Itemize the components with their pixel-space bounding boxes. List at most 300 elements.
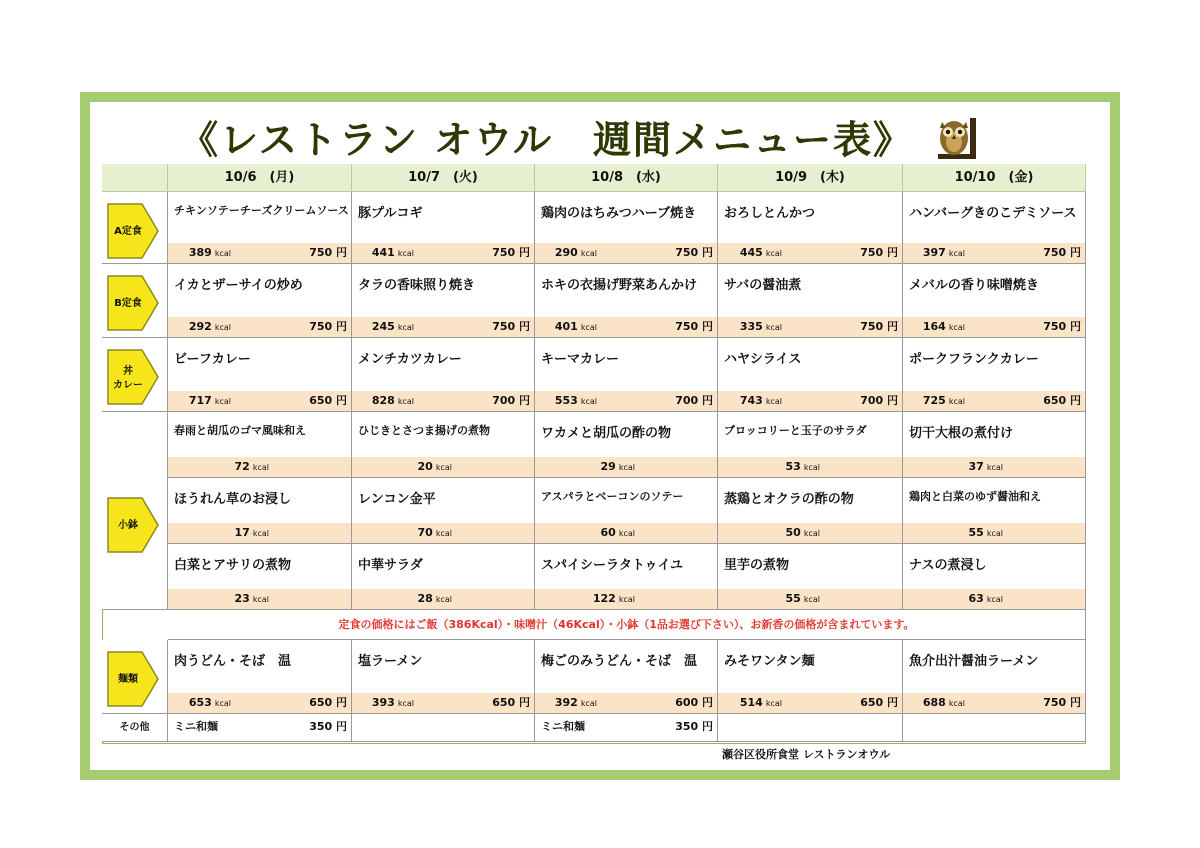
kcal-value xyxy=(372,317,414,338)
kcal-value xyxy=(189,391,231,412)
price-number: 750 xyxy=(1043,246,1067,259)
b-teishoku-cell xyxy=(718,264,903,338)
kobachi-cell xyxy=(535,412,718,478)
kobachi-cell xyxy=(903,478,1086,544)
price-number: 600 xyxy=(675,696,699,709)
kcal-band xyxy=(903,457,1085,477)
kobachi-label: 小鉢 xyxy=(118,520,138,531)
kobachi-cell xyxy=(352,412,535,478)
kcal-unit: kcal xyxy=(435,529,452,538)
kcal-value xyxy=(372,693,414,714)
other-cell xyxy=(352,714,535,742)
menrui-cell xyxy=(352,640,535,714)
dish-name: イカとザーサイの炒め xyxy=(174,278,303,293)
yen-unit: 円 xyxy=(519,696,530,709)
other-dish: ミニ和麺 xyxy=(174,720,218,733)
kcal-price-band xyxy=(168,243,351,263)
kcal-value xyxy=(601,457,635,478)
yen-unit: 円 xyxy=(519,246,530,259)
kcal-number: 37 xyxy=(968,460,984,473)
a-teishoku-label-cell xyxy=(102,192,168,264)
kcal-unit: kcal xyxy=(803,463,820,472)
kcal-price-band xyxy=(168,693,351,713)
yen-unit: 円 xyxy=(519,320,530,333)
kcal-price-band xyxy=(352,317,534,337)
price-value xyxy=(309,317,347,337)
kcal-unit: kcal xyxy=(986,463,1003,472)
kcal-value xyxy=(235,589,269,610)
price-value xyxy=(1043,693,1081,713)
kobachi-label-cell xyxy=(102,412,168,610)
kcal-number: 29 xyxy=(600,460,616,473)
price-value xyxy=(860,693,898,713)
kcal-price-band xyxy=(718,317,902,337)
kcal-number: 335 xyxy=(739,320,763,333)
kcal-value xyxy=(786,589,820,610)
kcal-value xyxy=(593,589,635,610)
a-teishoku-cell xyxy=(718,192,903,264)
dish-name: チキンソテーチーズクリームソース xyxy=(174,204,349,217)
price-value xyxy=(309,693,347,713)
other-cell xyxy=(903,714,1086,742)
price-value xyxy=(675,243,713,263)
b-teishoku-cell xyxy=(903,264,1086,338)
kcal-unit: kcal xyxy=(252,529,269,538)
yen-unit: 円 xyxy=(887,394,898,407)
footer-text: 瀬谷区役所食堂 レストランオウル xyxy=(722,748,891,761)
dish-name: ポークフランクカレー xyxy=(909,352,1039,367)
kcal-band xyxy=(352,523,534,543)
kcal-number: 50 xyxy=(785,526,801,539)
day-header: 10/7 (火) xyxy=(352,164,535,192)
kobachi-cell xyxy=(718,544,903,610)
a-teishoku-cell xyxy=(352,192,535,264)
kcal-unit: kcal xyxy=(397,397,414,406)
kcal-unit: kcal xyxy=(803,595,820,604)
kcal-price-band xyxy=(718,693,902,713)
dish-name: ハヤシライス xyxy=(724,352,802,367)
price-number: 750 xyxy=(860,246,884,259)
dish-name: 梅ごのみうどん・そば 温 xyxy=(541,654,698,669)
yen-unit: 円 xyxy=(519,394,530,407)
day-header: 10/6 (月) xyxy=(168,164,352,192)
yen-unit: 円 xyxy=(336,720,347,733)
kcal-number: 122 xyxy=(592,592,616,605)
kcal-unit: kcal xyxy=(948,323,965,332)
kobachi-cell xyxy=(168,478,352,544)
kobachi-cell xyxy=(352,544,535,610)
kcal-unit: kcal xyxy=(580,249,597,258)
price-value xyxy=(860,317,898,337)
kcal-number: 392 xyxy=(554,696,578,709)
kcal-value xyxy=(923,243,965,264)
kcal-unit: kcal xyxy=(765,397,782,406)
kcal-number: 397 xyxy=(922,246,946,259)
dish-name: メバルの香り味噌焼き xyxy=(909,278,1039,293)
kcal-price-band xyxy=(535,391,717,411)
dish-name: みそワンタン麺 xyxy=(724,654,815,669)
price-number: 750 xyxy=(309,320,333,333)
price-value xyxy=(309,391,347,411)
kobachi-cell xyxy=(903,544,1086,610)
price-value xyxy=(492,317,530,337)
price-number: 750 xyxy=(309,246,333,259)
price-number: 650 xyxy=(860,696,884,709)
other-price xyxy=(309,718,347,734)
kcal-unit: kcal xyxy=(618,595,635,604)
kcal-unit: kcal xyxy=(765,323,782,332)
kcal-band xyxy=(903,523,1085,543)
kobachi-cell xyxy=(718,478,903,544)
other-dish: ミニ和麺 xyxy=(541,720,585,733)
kcal-unit: kcal xyxy=(252,463,269,472)
kobachi-cell xyxy=(352,478,535,544)
kcal-unit: kcal xyxy=(618,529,635,538)
kcal-unit: kcal xyxy=(618,463,635,472)
day-header: 10/9 (木) xyxy=(718,164,903,192)
kcal-number: 53 xyxy=(785,460,801,473)
don-curry-cell xyxy=(168,338,352,412)
kcal-number: 17 xyxy=(234,526,250,539)
kcal-unit: kcal xyxy=(214,323,231,332)
kcal-number: 389 xyxy=(188,246,212,259)
price-value xyxy=(1043,391,1081,411)
kcal-value xyxy=(740,243,782,264)
kobachi-cell xyxy=(718,412,903,478)
b-teishoku-label: B定食 xyxy=(114,298,142,309)
kcal-price-band xyxy=(903,243,1085,263)
kcal-number: 393 xyxy=(371,696,395,709)
menrui-label: 麺類 xyxy=(118,674,138,685)
yen-unit: 円 xyxy=(702,696,713,709)
kcal-unit: kcal xyxy=(214,249,231,258)
kcal-band xyxy=(168,523,351,543)
kobachi-cell xyxy=(535,478,718,544)
kcal-value xyxy=(969,589,1003,610)
kcal-unit: kcal xyxy=(397,249,414,258)
dish-name: ビーフカレー xyxy=(174,352,251,367)
don-curry-label: 丼 xyxy=(123,366,133,377)
kcal-price-band xyxy=(352,391,534,411)
kcal-number: 725 xyxy=(922,394,946,407)
kcal-band xyxy=(903,589,1085,609)
kcal-value xyxy=(740,317,782,338)
price-number: 650 xyxy=(1043,394,1067,407)
kcal-number: 441 xyxy=(371,246,395,259)
yen-unit: 円 xyxy=(1070,320,1081,333)
kcal-value xyxy=(969,523,1003,544)
price-number: 650 xyxy=(309,696,333,709)
kcal-value xyxy=(923,391,965,412)
kobachi-cell xyxy=(168,544,352,610)
kcal-unit: kcal xyxy=(435,463,452,472)
kcal-unit: kcal xyxy=(948,699,965,708)
kcal-price-band xyxy=(903,391,1085,411)
kcal-price-band xyxy=(535,317,717,337)
kcal-band xyxy=(718,523,902,543)
price-value xyxy=(309,243,347,263)
dish-name: 魚介出汁醤油ラーメン xyxy=(909,654,1039,669)
kcal-number: 55 xyxy=(785,592,801,605)
price-number: 750 xyxy=(1043,696,1067,709)
kcal-unit: kcal xyxy=(986,529,1003,538)
yen-unit: 円 xyxy=(702,246,713,259)
price-number: 700 xyxy=(860,394,884,407)
kcal-unit: kcal xyxy=(214,397,231,406)
kcal-price-band xyxy=(535,693,717,713)
kcal-number: 245 xyxy=(371,320,395,333)
kcal-value xyxy=(601,523,635,544)
kcal-value xyxy=(555,693,597,714)
other-label: その他 xyxy=(102,714,168,742)
b-teishoku-label-cell xyxy=(102,264,168,338)
a-teishoku-cell xyxy=(535,192,718,264)
dish-name: 鶏肉のはちみつハーブ焼き xyxy=(541,206,697,221)
don-curry-label-cell xyxy=(102,338,168,412)
header-corner xyxy=(102,164,168,192)
b-teishoku-cell xyxy=(535,264,718,338)
dish-name: ハンバーグきのこデミソース xyxy=(909,206,1077,221)
kcal-unit: kcal xyxy=(803,529,820,538)
kcal-unit: kcal xyxy=(765,249,782,258)
kcal-price-band xyxy=(352,693,534,713)
kcal-price-band xyxy=(718,243,902,263)
price-number: 750 xyxy=(675,246,699,259)
kcal-number: 23 xyxy=(234,592,250,605)
menrui-cell xyxy=(718,640,903,714)
dish-name: ナスの煮浸し xyxy=(909,558,987,573)
dish-name: タラの香味照り焼き xyxy=(358,278,476,293)
price-value xyxy=(1043,243,1081,263)
kcal-number: 743 xyxy=(739,394,763,407)
yen-unit: 円 xyxy=(1070,394,1081,407)
kcal-unit: kcal xyxy=(948,397,965,406)
kcal-unit: kcal xyxy=(580,699,597,708)
kcal-number: 717 xyxy=(188,394,212,407)
kcal-value xyxy=(189,243,231,264)
dish-name: メンチカツカレー xyxy=(358,352,462,367)
yen-unit: 円 xyxy=(1070,246,1081,259)
kcal-band xyxy=(535,589,717,609)
price-value xyxy=(1043,317,1081,337)
kcal-price-band xyxy=(168,317,351,337)
price-number: 350 xyxy=(309,720,333,733)
dish-name: 豚プルコギ xyxy=(358,206,423,221)
yen-unit: 円 xyxy=(702,720,713,733)
dish-name: 白菜とアサリの煮物 xyxy=(174,558,292,573)
yen-unit: 円 xyxy=(887,320,898,333)
kcal-value xyxy=(555,391,597,412)
kcal-number: 290 xyxy=(554,246,578,259)
other-price xyxy=(675,718,713,734)
kcal-number: 292 xyxy=(188,320,212,333)
kcal-unit: kcal xyxy=(252,595,269,604)
other-cell xyxy=(535,714,718,742)
a-teishoku-cell xyxy=(168,192,352,264)
kcal-unit: kcal xyxy=(580,323,597,332)
kcal-value xyxy=(372,243,414,264)
yen-unit: 円 xyxy=(336,394,347,407)
kcal-unit: kcal xyxy=(986,595,1003,604)
dish-name: アスパラとベーコンのソテー xyxy=(541,490,684,503)
other-cell xyxy=(718,714,903,742)
kcal-unit: kcal xyxy=(435,595,452,604)
day-header: 10/8 (水) xyxy=(535,164,718,192)
kcal-value xyxy=(740,693,782,714)
kcal-value xyxy=(189,317,231,338)
kcal-band xyxy=(535,523,717,543)
menrui-label-cell xyxy=(102,640,168,714)
kcal-number: 28 xyxy=(417,592,433,605)
kcal-price-band xyxy=(168,391,351,411)
kcal-number: 514 xyxy=(739,696,763,709)
menrui-cell xyxy=(168,640,352,714)
kcal-unit: kcal xyxy=(397,323,414,332)
kcal-price-band xyxy=(352,243,534,263)
kcal-band xyxy=(352,457,534,477)
dish-name: スパイシーラタトゥイユ xyxy=(541,558,684,573)
price-number: 700 xyxy=(675,394,699,407)
dish-name: 蒸鶏とオクラの酢の物 xyxy=(724,492,854,507)
kcal-value xyxy=(235,457,269,478)
dish-name: サバの醤油煮 xyxy=(724,278,802,293)
kcal-value xyxy=(418,589,452,610)
dish-name: ひじきとさつま揚げの煮物 xyxy=(358,424,490,437)
price-value xyxy=(492,693,530,713)
price-number: 750 xyxy=(492,246,516,259)
day-header: 10/10 (金) xyxy=(903,164,1086,192)
kcal-value xyxy=(969,457,1003,478)
yen-unit: 円 xyxy=(336,246,347,259)
kcal-number: 20 xyxy=(417,460,433,473)
dish-name: キーマカレー xyxy=(541,352,620,367)
kcal-value xyxy=(923,317,965,338)
kcal-value xyxy=(923,693,965,714)
kcal-band xyxy=(168,457,351,477)
dish-name: 塩ラーメン xyxy=(358,654,423,669)
a-teishoku-cell xyxy=(903,192,1086,264)
kcal-value xyxy=(740,391,782,412)
kcal-value xyxy=(786,523,820,544)
yen-unit: 円 xyxy=(702,394,713,407)
kcal-number: 445 xyxy=(739,246,763,259)
yen-unit: 円 xyxy=(702,320,713,333)
dish-name: 里芋の煮物 xyxy=(724,558,790,573)
dish-name: 切干大根の煮付け xyxy=(909,426,1014,441)
kcal-number: 55 xyxy=(968,526,984,539)
kcal-price-band xyxy=(535,243,717,263)
kcal-value xyxy=(555,243,597,264)
dish-name: レンコン金平 xyxy=(358,492,436,507)
dish-name: 春雨と胡瓜のゴマ風味和え xyxy=(174,424,306,437)
dish-name: ホキの衣揚げ野菜あんかけ xyxy=(541,278,698,293)
kcal-price-band xyxy=(903,693,1085,713)
kcal-value xyxy=(189,693,231,714)
b-teishoku-cell xyxy=(168,264,352,338)
dish-name: おろしとんかつ xyxy=(724,206,816,221)
kcal-band xyxy=(352,589,534,609)
price-number: 700 xyxy=(492,394,516,407)
kcal-number: 553 xyxy=(554,394,578,407)
price-number: 350 xyxy=(675,720,699,733)
other-cell xyxy=(168,714,352,742)
kcal-unit: kcal xyxy=(397,699,414,708)
dish-name: ほうれん草のお浸し xyxy=(174,492,292,507)
price-value xyxy=(675,391,713,411)
kcal-unit: kcal xyxy=(948,249,965,258)
kcal-price-band xyxy=(718,391,902,411)
price-value xyxy=(860,243,898,263)
page-title: 《レストラン オウル 週間メニュー表》 xyxy=(180,117,913,162)
owl-icon xyxy=(930,114,990,164)
kcal-band xyxy=(718,589,902,609)
kcal-band xyxy=(535,457,717,477)
kcal-unit: kcal xyxy=(580,397,597,406)
yen-unit: 円 xyxy=(1070,696,1081,709)
kcal-value xyxy=(786,457,820,478)
dish-name: 中華サラダ xyxy=(358,558,423,573)
kobachi-cell xyxy=(903,412,1086,478)
kcal-unit: kcal xyxy=(765,699,782,708)
kcal-number: 72 xyxy=(234,460,250,473)
don-curry-cell xyxy=(718,338,903,412)
dish-name: 肉うどん・そば 温 xyxy=(174,654,292,669)
don-curry-cell xyxy=(535,338,718,412)
kcal-price-band xyxy=(903,317,1085,337)
kcal-number: 653 xyxy=(188,696,212,709)
price-value xyxy=(860,391,898,411)
yen-unit: 円 xyxy=(887,246,898,259)
price-value xyxy=(675,693,713,713)
yen-unit: 円 xyxy=(887,696,898,709)
price-value xyxy=(492,391,530,411)
yen-unit: 円 xyxy=(336,696,347,709)
menrui-cell xyxy=(903,640,1086,714)
kcal-value xyxy=(418,523,452,544)
a-teishoku-label: A定食 xyxy=(114,226,142,237)
kcal-number: 688 xyxy=(922,696,946,709)
price-number: 650 xyxy=(492,696,516,709)
price-note: 定食の価格にはご飯（386Kcal）・味噌汁（46Kcal）・小鉢（1品お選び下さい）、お新香の価格が含まれています。 xyxy=(168,610,1086,640)
price-number: 750 xyxy=(675,320,699,333)
kcal-number: 60 xyxy=(600,526,616,539)
price-number: 750 xyxy=(860,320,884,333)
price-number: 750 xyxy=(1043,320,1067,333)
dish-name: ブロッコリーと玉子のサラダ xyxy=(724,424,867,437)
kcal-number: 70 xyxy=(417,526,433,539)
b-teishoku-cell xyxy=(352,264,535,338)
don-curry-label: カレー xyxy=(113,380,143,391)
kobachi-cell xyxy=(168,412,352,478)
kcal-unit: kcal xyxy=(214,699,231,708)
menrui-cell xyxy=(535,640,718,714)
price-number: 650 xyxy=(309,394,333,407)
price-number: 750 xyxy=(492,320,516,333)
kobachi-cell xyxy=(535,544,718,610)
kcal-band xyxy=(168,589,351,609)
kcal-value xyxy=(372,391,414,412)
kcal-value xyxy=(418,457,452,478)
dish-name: 鶏肉と白菜のゆず醤油和え xyxy=(909,490,1041,503)
kcal-value xyxy=(555,317,597,338)
don-curry-cell xyxy=(352,338,535,412)
price-value xyxy=(492,243,530,263)
yen-unit: 円 xyxy=(336,320,347,333)
kcal-number: 164 xyxy=(922,320,946,333)
price-value xyxy=(675,317,713,337)
kcal-number: 63 xyxy=(968,592,984,605)
kcal-number: 828 xyxy=(371,394,395,407)
